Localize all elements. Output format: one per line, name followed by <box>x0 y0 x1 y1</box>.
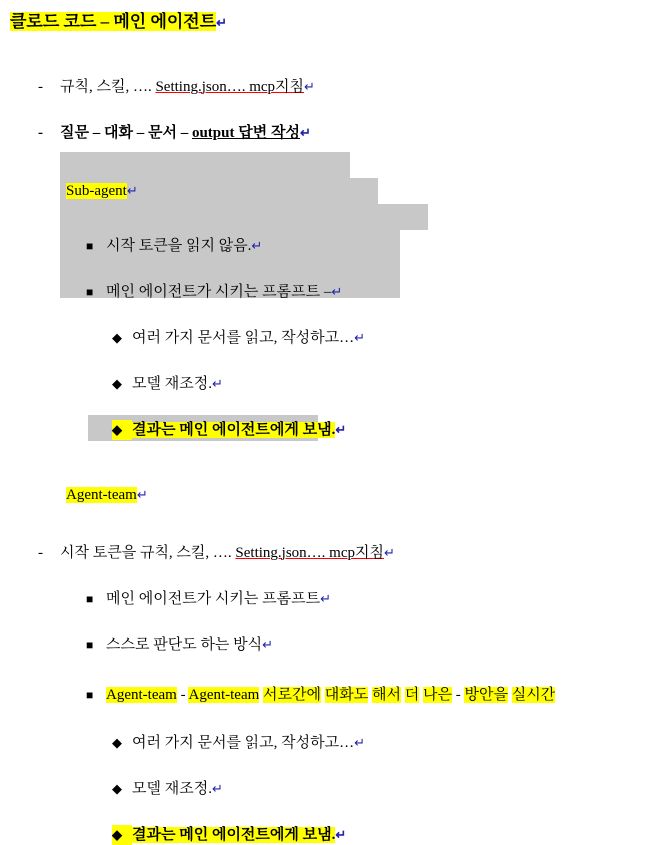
bullet-diamond: ◆ <box>112 735 122 750</box>
paragraph-mark: ↵ <box>262 637 274 652</box>
list-item-sub-2c <box>112 420 671 440</box>
at-4-seg-0: Agent-team <box>106 687 177 703</box>
sub-2b-text: 모델 재조정. <box>132 376 212 392</box>
agent-team-label: Agent-team <box>66 487 137 503</box>
list-item-at-3 <box>86 635 671 655</box>
list-item-sub-2b <box>112 374 671 394</box>
gray-highlight-block-1 <box>60 152 350 178</box>
bullet-dash: - <box>38 545 43 561</box>
document-title <box>10 12 671 33</box>
bullet-square: ■ <box>86 592 94 606</box>
heading-sub-agent <box>66 181 671 201</box>
paragraph-mark: ↵ <box>136 487 148 502</box>
bullet-dash: - <box>38 125 43 141</box>
sub-2a-text: 여러 가지 문서를 읽고, 작성하고… <box>132 330 355 346</box>
at-4c-text: 결과는 메인 에이전트에게 보냄. <box>132 827 336 843</box>
sub-2-text: 메인 에이전트가 시키는 프롬프트 – <box>106 284 332 300</box>
bullet-diamond: ◆ <box>112 781 122 796</box>
bullet-diamond: ◆ <box>112 825 132 845</box>
paragraph-mark: ↵ <box>304 79 315 94</box>
paragraph-mark: ↵ <box>216 15 228 30</box>
list-item-sub-2 <box>86 282 671 302</box>
at-4a-text: 여러 가지 문서를 읽고, 작성하고… <box>132 735 355 751</box>
list-item-at-4b <box>112 779 671 799</box>
sub-agent-label: Sub-agent <box>66 183 127 199</box>
title-text: 클로드 코드 – 메인 에이전트 <box>10 12 217 31</box>
rules-text-a: 규칙, 스킬, …. <box>60 79 156 95</box>
list-item-at-4 <box>86 685 671 705</box>
at-4-seg-16: 실시간 <box>511 687 556 703</box>
flow-text-a: 질문 – 대화 – 문서 – <box>60 125 192 141</box>
at-1-text-b: Setting.json…. mcp지침 <box>235 545 384 561</box>
paragraph-mark: ↵ <box>251 238 263 253</box>
sub-2c-text: 결과는 메인 에이전트에게 보냄. <box>132 422 336 438</box>
list-item-at-4a <box>112 733 671 753</box>
paragraph-mark: ↵ <box>299 125 311 140</box>
paragraph-mark: ↵ <box>335 827 347 842</box>
paragraph-mark: ↵ <box>211 376 223 391</box>
gray-highlight-block-3 <box>60 204 428 230</box>
rules-text-b: Setting.json…. mcp지침 <box>155 79 305 95</box>
at-4-seg-8: 해서 <box>372 687 401 703</box>
list-item-sub-2a <box>112 328 671 348</box>
at-4-seg-10: 더 <box>404 687 420 703</box>
at-4-seg-14: 방안을 <box>464 687 508 703</box>
paragraph-mark: ↵ <box>320 591 332 606</box>
bullet-square: ■ <box>86 638 94 652</box>
paragraph-mark: ↵ <box>335 422 347 437</box>
at-2-text: 메인 에이전트가 시키는 프롬프트 <box>106 591 321 607</box>
paragraph-mark: ↵ <box>354 330 366 345</box>
list-item-at-4c <box>112 825 671 845</box>
heading-agent-team <box>66 485 671 505</box>
paragraph-mark: ↵ <box>211 781 223 796</box>
at-4-seg-12: 나은 <box>422 687 452 703</box>
paragraph-mark: ↵ <box>331 284 343 299</box>
bullet-square: ■ <box>86 688 94 702</box>
list-item-at-1 <box>38 543 671 563</box>
paragraph-mark: ↵ <box>126 183 138 198</box>
at-1-text-a: 시작 토큰을 규칙, 스킬, …. <box>60 545 236 561</box>
flow-text-b: output 답변 작성 <box>191 125 300 141</box>
list-item-rules <box>38 77 671 97</box>
at-4-seg-1: - <box>176 687 189 703</box>
paragraph-mark: ↵ <box>384 545 395 560</box>
bullet-diamond: ◆ <box>112 376 122 391</box>
at-4-seg-6: 대화도 <box>324 687 369 703</box>
at-4-seg-2: Agent-team <box>188 687 260 703</box>
bullet-diamond: ◆ <box>112 420 132 440</box>
list-item-sub-1 <box>86 236 671 256</box>
list-item-flow <box>38 123 671 143</box>
list-item-at-2 <box>86 589 671 609</box>
paragraph-mark: ↵ <box>354 735 366 750</box>
bullet-dash: - <box>38 79 43 95</box>
at-3-text: 스스로 판단도 하는 방식 <box>106 637 263 653</box>
at-4b-text: 모델 재조정. <box>132 781 212 797</box>
bullet-square: ■ <box>86 285 94 299</box>
gray-highlight-block-5 <box>60 256 400 282</box>
bullet-square: ■ <box>86 239 94 253</box>
bullet-diamond: ◆ <box>112 330 122 345</box>
at-4-seg-4: 서로간에 <box>263 687 322 703</box>
sub-1-text: 시작 토큰을 읽지 않음. <box>106 238 252 254</box>
at-4-seg-13: - <box>451 687 465 703</box>
